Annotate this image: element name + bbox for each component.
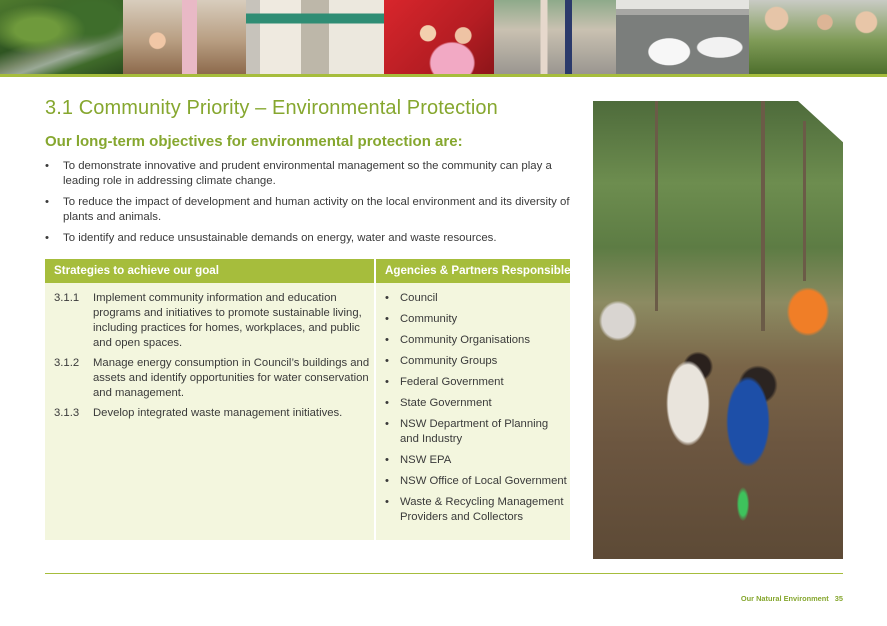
- agency-item: • NSW Department of Planning and Industry: [385, 417, 570, 447]
- agency-item: • Community Groups: [385, 354, 570, 369]
- footer-section-name: Our Natural Environment: [740, 594, 829, 603]
- photo-family-reading: [123, 0, 246, 74]
- strategies-list: [45, 283, 374, 421]
- strategy-item: [54, 291, 374, 351]
- strategy-number: 3.1.1: [54, 292, 80, 304]
- agencies-header: Agencies & Partners Responsible: [376, 259, 570, 283]
- strategy-item: [54, 356, 374, 401]
- agencies-column: [374, 259, 570, 540]
- objectives-heading: Our long-term objectives for environmental protection are:: [45, 133, 463, 150]
- agency-item: • Community: [385, 312, 570, 327]
- tree-trunk: [761, 101, 765, 331]
- photo-town-plaza: [246, 0, 384, 74]
- page-number: 35: [834, 594, 843, 603]
- tree-planting-photo: [593, 101, 843, 559]
- strategies-column: [45, 259, 374, 540]
- photo-children-reading: [384, 0, 494, 74]
- agency-item: • NSW Office of Local Government: [385, 474, 570, 489]
- agency-item: • Federal Government: [385, 375, 570, 390]
- agency-item: • Community Organisations: [385, 333, 570, 348]
- strategy-number: 3.1.3: [54, 407, 80, 419]
- photo-rainforest-creek: [0, 0, 123, 74]
- tree-trunk: [655, 101, 658, 311]
- agency-item: • State Government: [385, 396, 570, 411]
- footer-divider: [45, 573, 843, 574]
- photo-community-group: [749, 0, 887, 74]
- strategy-table: [45, 259, 570, 540]
- header-photo-strip: [0, 0, 887, 74]
- agency-item: • Waste & Recycling Management Providers and Collectors: [385, 495, 570, 525]
- strategy-text: Develop integrated waste management initiatives.: [93, 407, 343, 419]
- strategy-text: Implement community information and education programs and initiatives to promote sustainable living, including practices for homes, workplaces, and public and open spaces.: [93, 292, 362, 349]
- strategy-text: Manage energy consumption in Council’s buildings and assets and identify opportunities for water conservation and management.: [93, 357, 370, 399]
- photo-electric-cars: [616, 0, 749, 74]
- header-divider: [0, 74, 887, 77]
- agency-item: • Council: [385, 291, 570, 306]
- objective-item: • To reduce the impact of development and human activity on the local environment and its diversity of plants and animals.: [45, 195, 575, 225]
- strategies-header: Strategies to achieve our goal: [45, 259, 374, 283]
- objective-item: • To demonstrate innovative and prudent environmental management so the community can play a leading role in addressing climate change.: [45, 159, 575, 189]
- tree-trunk: [803, 121, 806, 281]
- page-title: 3.1 Community Priority – Environmental Protection: [45, 97, 498, 119]
- agencies-list: [376, 283, 570, 525]
- agency-item: • NSW EPA: [385, 453, 570, 468]
- objective-item: • To identify and reduce unsustainable demands on energy, water and waste resources.: [45, 231, 575, 246]
- objectives-list: [45, 159, 575, 252]
- strategy-item: [54, 406, 374, 421]
- strategy-number: 3.1.2: [54, 357, 80, 369]
- photo-street-walkers: [494, 0, 616, 74]
- page-footer: [741, 594, 843, 603]
